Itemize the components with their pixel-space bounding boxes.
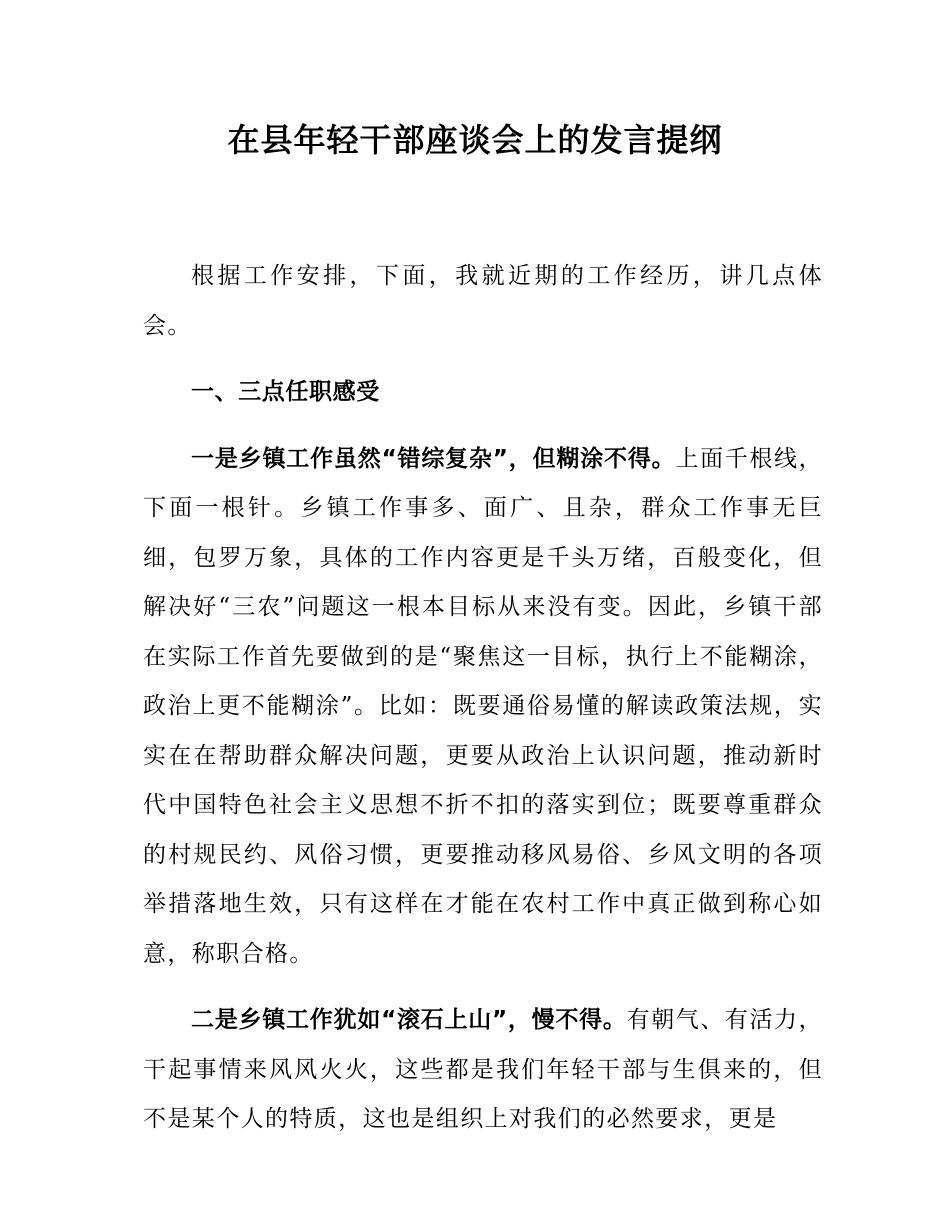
point-one-paragraph <box>143 435 823 980</box>
section-heading: 一、三点任职感受 <box>191 379 380 405</box>
document-body <box>143 252 823 1162</box>
point-one-text: 上面千根线，下面一根针。乡镇工作事多、面广、且杂，群众工作事无巨细，包罗万象，具体的工作内容更是千头万绪，百般变化，但解决好“三农”问题这一根本目标从来没有变。因此，乡镇干部在实际工作首先要做到的是“聚焦这一目标，执行上不能糊涂，政治上更不能糊涂”。比如：既要通俗易懂的解读政策法规，实实在在帮助群众解决问题，更要从政治上认识问题，推动新时代中国特色社会主义思想不折不扣的落实到位；既要尊重群众的村规民约、风俗习惯，更要推动移风易俗、乡风文明的各项举措落地生效，只有这样在才能在农村工作中真正做到称心如意，称职合格。 <box>143 445 823 967</box>
point-two-paragraph <box>143 996 823 1145</box>
intro-paragraph: 根据工作安排，下面，我就近期的工作经历，讲几点体会。 <box>143 263 823 339</box>
point-one-lead: 一是乡镇工作虽然“错综复杂”，但糊涂不得。 <box>191 445 676 472</box>
document-title: 在县年轻干部座谈会上的发言提纲 <box>227 121 723 159</box>
point-two-lead: 二是乡镇工作犹如“滚石上山”，慢不得。 <box>191 1007 627 1033</box>
point-two-text: 有朝气、有活力，干起事情来风风火火，这些都是我们年轻干部与生俱来的，但不是某个人的特质，这也是组织上对我们的必然要求，更是 <box>143 1007 823 1132</box>
